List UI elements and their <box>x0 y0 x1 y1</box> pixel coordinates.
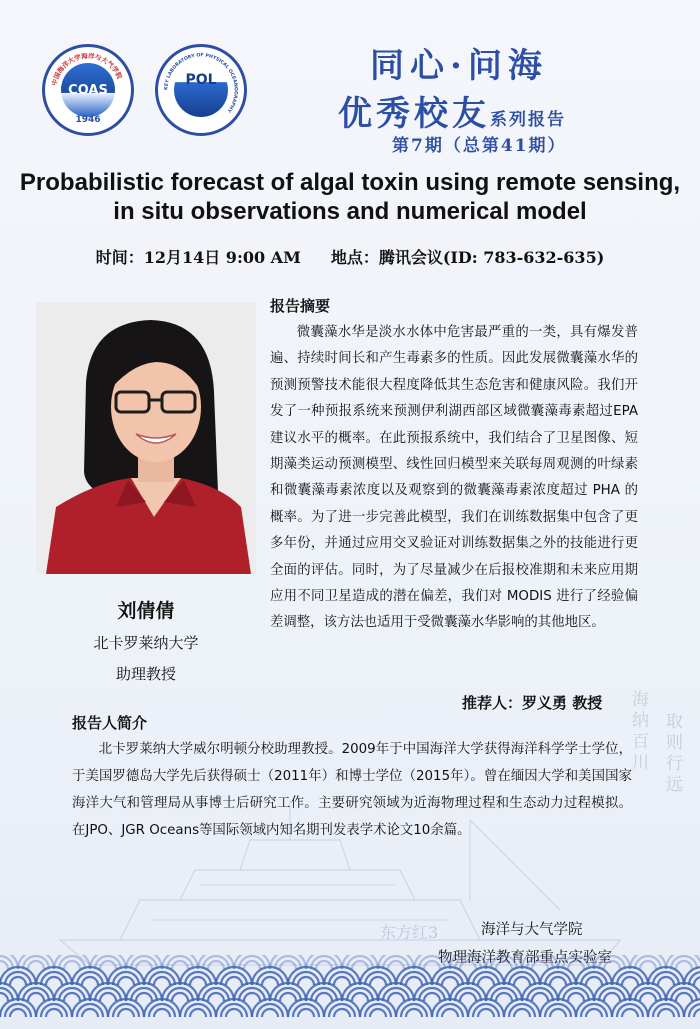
wave-scallop <box>221 972 247 985</box>
organizer-lab: 物理海洋教育部重点实验室 <box>438 950 612 966</box>
wave-scallop <box>532 993 548 1001</box>
wave-scallop <box>262 977 278 985</box>
wave-scallop <box>41 972 67 985</box>
wave-scallop <box>352 993 368 1001</box>
wave-pattern <box>0 955 700 1029</box>
wave-scallop <box>586 1009 602 1017</box>
wave-scallop <box>550 1009 566 1017</box>
wave-scallop <box>347 988 373 1001</box>
wave-scallop <box>568 993 584 1001</box>
wave-scallop <box>0 988 13 1001</box>
wave-scallop <box>5 972 31 985</box>
wave-scallop <box>203 988 229 1001</box>
wave-scallop <box>370 977 386 985</box>
wave-scallop <box>604 993 620 1001</box>
series-title-line2 <box>338 86 566 135</box>
wave-scallop <box>59 988 85 1001</box>
wave-scallop <box>82 977 98 985</box>
wave-scallop <box>208 961 224 969</box>
wave-scallop <box>653 972 679 985</box>
wave-scallop <box>311 956 337 969</box>
wave-scallop <box>46 1009 62 1017</box>
wave-scallop <box>257 1004 283 1017</box>
wave-scallop <box>406 977 422 985</box>
wave-scallop <box>599 956 625 969</box>
abstract-body: 微囊藻水华是淡水水体中危害最严重的一类，具有爆发普遍、持续时间长和产生毒素多的性质。因此发展微囊藻水华的预测预警技术能很大程度降低其生态危害和健康风险。我们开发了一种预报系统来预测伊利湖西部区域微囊藻毒素超过EPA建议水平的概率。在此预报系统中，我们结合了卫星图像、短期藻类运动预测模型、线性回归模型来关联每周观测的叶绿素和微囊藻毒素浓度以及观察到的微囊藻毒素浓度超过 PHA 的概率。为了进一步完善此模型，我们在训练数据集中包含了更多年份，并通过应用交叉验证对训练数据集之外的技能进行更全面的评估。同时，为了尽量减少在后报校准期和未来应用期应用不同卫星造成的潜在偏差，我们对 MODIS 进行了经验偏差调整，该方法也适用于受微囊藻水华影响的其他地区。 <box>270 325 638 631</box>
wave-scallop <box>172 961 188 969</box>
wave-scallop <box>23 956 49 969</box>
wave-scallop <box>568 961 584 969</box>
wave-scallop <box>0 993 8 1001</box>
wave-scallop <box>581 972 607 985</box>
wave-scallop <box>527 988 553 1001</box>
wave-scallop <box>640 961 656 969</box>
organizer-college: 海洋与大气学院 <box>481 922 583 938</box>
wave-scallop <box>581 1004 607 1017</box>
talk-title <box>0 168 700 226</box>
wave-scallop <box>586 977 602 985</box>
wave-scallop <box>131 988 157 1001</box>
pol-badge: POL <box>174 63 228 117</box>
coas-badge: COAS <box>61 63 115 117</box>
wave-scallop <box>635 988 661 1001</box>
wave-scallop <box>23 988 49 1001</box>
series-title-main: 优秀校友 <box>338 94 490 134</box>
wave-scallop <box>28 993 44 1001</box>
wave-scallop <box>100 961 116 969</box>
svg-text:KEY LABORATORY OF PHYSICAL OCE: KEY LABORATORY OF PHYSICAL OCEANOGRAPHY <box>164 53 238 113</box>
series-title-small: 系列报告 <box>490 110 566 130</box>
wave-scallop <box>550 977 566 985</box>
wave-scallop <box>424 993 440 1001</box>
wave-scallop <box>280 961 296 969</box>
wave-scallop <box>334 1009 350 1017</box>
issue-number: 第7期（总第41期） <box>392 136 567 156</box>
wave-scallop <box>5 1004 31 1017</box>
wave-scallop <box>514 977 530 985</box>
wave-scallop <box>95 988 121 1001</box>
wave-scallop <box>419 956 445 969</box>
wave-scallop <box>671 988 697 1001</box>
wave-scallop <box>563 956 589 969</box>
wave-scallop <box>563 988 589 1001</box>
wave-scallop <box>118 977 134 985</box>
talk-title-line1: Probabilistic forecast of algal toxin using remote sensing, <box>19 169 681 196</box>
wave-scallop <box>298 1009 314 1017</box>
wave-scallop <box>172 993 188 1001</box>
motto-watermark-2: 取则行远 <box>662 712 682 796</box>
wave-scallop <box>0 956 13 969</box>
wave-scallop <box>329 1004 355 1017</box>
wave-scallop <box>424 961 440 969</box>
wave-scallop <box>167 956 193 969</box>
wave-scallop <box>365 972 391 985</box>
wave-scallop <box>293 972 319 985</box>
wave-scallop <box>167 988 193 1001</box>
wave-scallop <box>658 977 674 985</box>
coas-year: 1946 <box>75 115 101 125</box>
speaker-photo <box>36 302 256 574</box>
wave-scallop <box>442 1009 458 1017</box>
wave-scallop <box>203 956 229 969</box>
recommender: 推荐人：罗义勇 教授 <box>462 694 603 712</box>
wave-scallop <box>280 993 296 1001</box>
wave-scallop <box>154 1009 170 1017</box>
wave-scallop <box>460 993 476 1001</box>
wave-scallop <box>365 1004 391 1017</box>
wave-scallop <box>437 1004 463 1017</box>
wave-scallop <box>334 977 350 985</box>
wave-scallop <box>59 956 85 969</box>
svg-text:中国海洋大学海洋与大气学院: 中国海洋大学海洋与大气学院 <box>50 52 124 87</box>
wave-scallop <box>478 1009 494 1017</box>
wave-scallop <box>136 961 152 969</box>
time-location-line <box>0 245 700 268</box>
wave-scallop <box>329 972 355 985</box>
wave-scallop <box>383 988 409 1001</box>
wave-scallop <box>221 1004 247 1017</box>
wave-scallop <box>10 977 26 985</box>
wave-scallop <box>311 988 337 1001</box>
wave-scallop <box>401 972 427 985</box>
wave-scallop <box>509 972 535 985</box>
wave-scallop <box>658 1009 674 1017</box>
abstract-heading: 报告摘要 <box>270 297 331 315</box>
wave-scallop <box>676 993 692 1001</box>
wave-scallop <box>149 1004 175 1017</box>
wave-scallop <box>275 956 301 969</box>
wave-scallop <box>473 1004 499 1017</box>
wave-scallop <box>298 977 314 985</box>
wave-scallop <box>676 961 692 969</box>
wave-scallop <box>257 972 283 985</box>
wave-scallop <box>532 961 548 969</box>
wave-scallop <box>496 961 512 969</box>
talk-time: 时间：12月14日 9:00 AM <box>95 248 301 267</box>
wave-scallop <box>149 972 175 985</box>
wave-scallop <box>635 956 661 969</box>
wave-scallop <box>113 1004 139 1017</box>
talk-title-line2: in situ observations and numerical model <box>113 198 587 225</box>
wave-scallop <box>383 956 409 969</box>
wave-scallop <box>185 972 211 985</box>
pol-logo <box>155 44 247 136</box>
wave-scallop <box>653 1004 679 1017</box>
wave-scallop <box>545 1004 571 1017</box>
wave-scallop <box>185 1004 211 1017</box>
wave-scallop <box>77 1004 103 1017</box>
wave-scallop <box>478 977 494 985</box>
wave-scallop <box>604 961 620 969</box>
wave-scallop <box>694 977 700 985</box>
wave-scallop <box>622 1009 638 1017</box>
wave-scallop <box>527 956 553 969</box>
wave-scallop <box>401 1004 427 1017</box>
wave-scallop <box>190 1009 206 1017</box>
wave-scallop <box>370 1009 386 1017</box>
wave-scallop <box>460 961 476 969</box>
talk-location: 地点：腾讯会议(ID: 783-632-635) <box>330 248 605 267</box>
wave-scallop <box>455 988 481 1001</box>
wave-scallop <box>617 972 643 985</box>
speaker-position: 助理教授 <box>115 665 176 683</box>
wave-scallop <box>226 1009 242 1017</box>
wave-scallop <box>262 1009 278 1017</box>
wave-scallop <box>118 1009 134 1017</box>
wave-scallop <box>496 993 512 1001</box>
wave-scallop <box>473 972 499 985</box>
wave-scallop <box>0 961 8 969</box>
coas-logo <box>42 44 134 136</box>
wave-scallop <box>419 988 445 1001</box>
wave-scallop <box>622 977 638 985</box>
wave-scallop <box>131 956 157 969</box>
motto-watermark-1: 海纳百川 <box>628 690 648 774</box>
wave-scallop <box>293 1004 319 1017</box>
wave-scallop <box>491 988 517 1001</box>
wave-scallop <box>316 993 332 1001</box>
speaker-university: 北卡罗莱纳大学 <box>93 634 199 652</box>
wave-scallop <box>347 956 373 969</box>
wave-scallop <box>100 993 116 1001</box>
wave-scallop <box>388 993 404 1001</box>
wave-scallop <box>136 993 152 1001</box>
bio-heading: 报告人简介 <box>72 714 148 732</box>
wave-scallop <box>226 977 242 985</box>
wave-scallop <box>82 1009 98 1017</box>
wave-scallop <box>352 961 368 969</box>
wave-scallop <box>28 961 44 969</box>
wave-scallop <box>671 956 697 969</box>
wave-scallop <box>64 993 80 1001</box>
wave-scallop <box>239 956 265 969</box>
wave-scallop <box>113 972 139 985</box>
wave-scallop <box>514 1009 530 1017</box>
wave-scallop <box>64 961 80 969</box>
wave-scallop <box>190 977 206 985</box>
bio-body: 北卡罗莱纳大学威尔明顿分校助理教授。2009年于中国海洋大学获得海洋科学学士学位，于美国罗德岛大学先后获得硕士（2011年）和博士学位（2015年）。曾在缅因大学和美国国家海洋大气和管理局从事博士后研究工作。主要研究领域为近海物理过程和生态动力过程模拟。在JPO、JGR Oceans等国际领域内知名期刊发表学术论文10余篇。 <box>72 742 632 838</box>
wave-scallop <box>694 1009 700 1017</box>
wave-scallop <box>545 972 571 985</box>
wave-scallop <box>437 972 463 985</box>
speaker-name: 刘倩倩 <box>117 600 175 622</box>
wave-scallop <box>640 993 656 1001</box>
wave-scallop <box>10 1009 26 1017</box>
wave-scallop <box>95 956 121 969</box>
wave-scallop <box>316 961 332 969</box>
wave-scallop <box>491 956 517 969</box>
wave-scallop <box>406 1009 422 1017</box>
wave-scallop <box>388 961 404 969</box>
wave-scallop <box>244 993 260 1001</box>
wave-scallop <box>455 956 481 969</box>
wave-scallop <box>208 993 224 1001</box>
wave-scallop <box>509 1004 535 1017</box>
wave-scallop <box>275 988 301 1001</box>
wave-scallop <box>77 972 103 985</box>
wave-scallop <box>41 1004 67 1017</box>
wave-scallop <box>46 977 62 985</box>
wave-scallop <box>239 988 265 1001</box>
wave-scallop <box>442 977 458 985</box>
wave-scallop <box>599 988 625 1001</box>
wave-scallop <box>244 961 260 969</box>
ship-name: 东方红3 <box>380 923 439 942</box>
wave-scallop <box>154 977 170 985</box>
series-title-line1: 同心·问海 <box>370 46 548 86</box>
wave-scallop <box>617 1004 643 1017</box>
